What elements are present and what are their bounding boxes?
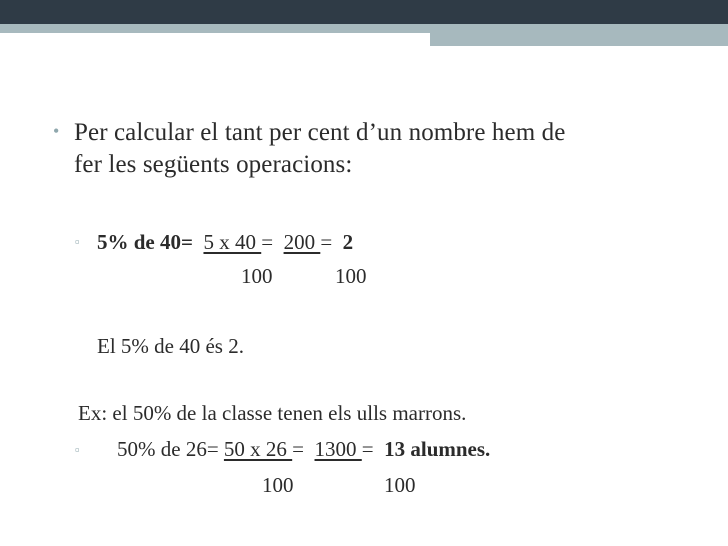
example2-equals-1: =: [292, 437, 305, 461]
intro-line-1: Per calcular el tant per cent d’un nombre hem de: [74, 119, 566, 146]
example2-equals-2: =: [361, 437, 374, 461]
example2-denominator-2: 100: [384, 473, 416, 497]
example1-denominator-1: 100: [241, 264, 273, 288]
bullet-marker: •: [53, 121, 60, 141]
example2-result: 13 alumnes.: [384, 437, 491, 461]
header-bar-light-left: [0, 24, 430, 33]
example1-equals-2: =: [320, 230, 333, 254]
example1-conclusion: El 5% de 40 és 2.: [97, 334, 244, 358]
example2-denominator-1: 100: [262, 473, 294, 497]
example1-result: 2: [342, 230, 354, 254]
header-bar-light-right: [430, 24, 728, 46]
example1-fraction2-numerator: 200: [283, 230, 321, 254]
example1-equals-1: =: [261, 230, 274, 254]
sub-bullet-marker-2: ▫: [75, 442, 80, 457]
example1-equation: [97, 230, 353, 254]
example2-equation: [117, 437, 490, 461]
example2-fraction1-numerator: 50 x 26: [223, 437, 293, 461]
example2-intro: Ex: el 50% de la classe tenen els ulls marrons.: [78, 401, 467, 425]
example2-lhs: 50% de 26=: [117, 437, 219, 461]
example2-fraction2-numerator: 1300: [314, 437, 362, 461]
intro-line-2: fer les següents operacions:: [74, 151, 353, 178]
example1-denominator-2: 100: [335, 264, 367, 288]
sub-bullet-marker-1: ▫: [75, 234, 80, 249]
header-bar-dark: [0, 0, 728, 24]
example1-fraction1-numerator: 5 x 40: [203, 230, 262, 254]
example1-lhs: 5% de 40=: [97, 230, 193, 254]
